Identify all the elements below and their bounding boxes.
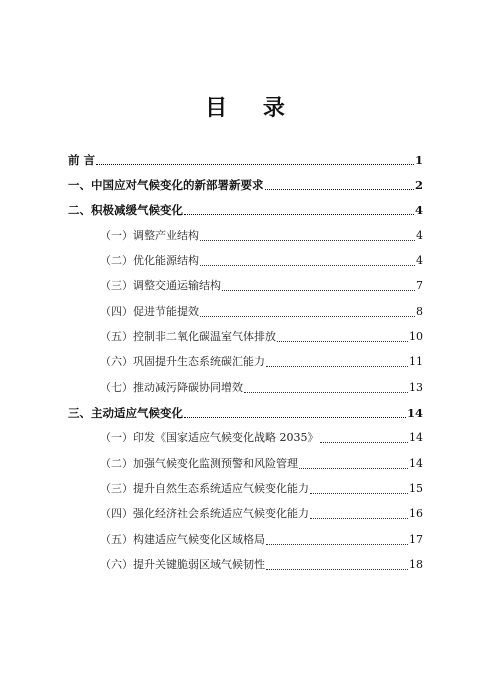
dot-leader (96, 164, 414, 165)
toc-entry-2-2[interactable] (100, 252, 423, 270)
dot-leader (184, 214, 414, 215)
toc-entry-section-2[interactable] (68, 201, 423, 219)
toc-entry-page: 7 (416, 279, 423, 292)
toc-entry-label: （二）加强气候变化监测预警和风险管理 (100, 457, 298, 470)
toc-entry-2-4[interactable] (100, 303, 423, 321)
toc-entry-label: 一、中国应对气候变化的新部署新要求 (68, 178, 264, 192)
toc-entry-label: （四）强化经济社会系统适应气候变化能力 (100, 507, 309, 520)
toc-entry-page: 14 (409, 457, 423, 470)
toc-entry-section-1[interactable] (68, 176, 423, 194)
dot-leader (266, 366, 408, 367)
toc-entry-label: （七）推动减污降碳协同增效 (100, 381, 243, 394)
toc-entry-page: 16 (409, 507, 423, 520)
toc-entry-page: 14 (406, 406, 423, 420)
toc-entry-3-5[interactable] (100, 531, 423, 549)
dot-leader (310, 493, 408, 494)
toc-entry-page: 15 (409, 482, 423, 495)
toc-entry-page: 4 (414, 203, 423, 217)
dot-leader (244, 392, 408, 393)
toc-entry-label: （五）控制非二氧化碳温室气体排放 (100, 330, 276, 343)
toc-entry-page: 4 (416, 254, 423, 267)
dot-leader (320, 442, 409, 443)
toc-entry-label: （三）调整交通运输结构 (100, 279, 221, 292)
toc-entry-label: 前 言 (68, 153, 96, 167)
toc-title: 目 录 (205, 95, 299, 121)
toc-entry-label: 二、积极减缓气候变化 (68, 203, 183, 217)
toc-entry-section-3[interactable] (68, 404, 423, 422)
dot-leader (299, 468, 408, 469)
toc-entry-2-6[interactable] (100, 353, 423, 371)
toc-entry-page: 18 (409, 558, 423, 571)
toc-entry-2-1[interactable] (100, 227, 423, 245)
dot-leader (266, 569, 408, 570)
toc-entry-3-1[interactable] (100, 429, 423, 447)
toc-entry-page: 2 (414, 178, 423, 192)
toc-entry-label: （六）提升关键脆弱区域气候韧性 (100, 558, 265, 571)
toc-entry-page: 14 (409, 431, 423, 444)
toc-entry-page: 8 (416, 305, 423, 318)
toc-entry-2-3[interactable] (100, 277, 423, 295)
dot-leader (184, 417, 406, 418)
toc-entry-label: 三、主动适应气候变化 (68, 406, 183, 420)
toc-entry-page: 1 (414, 153, 423, 167)
dot-leader (200, 316, 415, 317)
dot-leader (222, 290, 415, 291)
toc-entry-label: （三）提升自然生态系统适应气候变化能力 (100, 482, 309, 495)
toc-entry-label: （二）优化能源结构 (100, 254, 199, 267)
toc-entry-preface[interactable] (68, 151, 423, 169)
toc-entry-2-7[interactable] (100, 379, 423, 397)
toc-entry-page: 4 (416, 229, 423, 242)
toc-entry-page: 17 (409, 533, 423, 546)
toc-entry-label: （六）巩固提升生态系统碳汇能力 (100, 355, 265, 368)
toc-entry-3-3[interactable] (100, 480, 423, 498)
toc-entry-2-5[interactable] (100, 328, 423, 346)
toc-entry-label: （五）构建适应气候变化区域格局 (100, 533, 265, 546)
toc-entry-page: 10 (409, 330, 423, 343)
toc-entry-label: （一）调整产业结构 (100, 229, 199, 242)
toc-entry-3-2[interactable] (100, 455, 423, 473)
dot-leader (265, 189, 414, 190)
toc-entry-label: （一）印发《国家适应气候变化战略 2035》 (100, 431, 319, 444)
dot-leader (310, 518, 408, 519)
toc-entry-label: （四）促进节能提效 (100, 305, 199, 318)
toc-entry-3-6[interactable] (100, 556, 423, 574)
dot-leader (266, 544, 408, 545)
toc-entry-3-4[interactable] (100, 505, 423, 523)
dot-leader (277, 341, 408, 342)
toc-entry-page: 11 (409, 355, 423, 368)
dot-leader (200, 240, 415, 241)
dot-leader (200, 265, 415, 266)
toc-entry-page: 13 (409, 381, 423, 394)
